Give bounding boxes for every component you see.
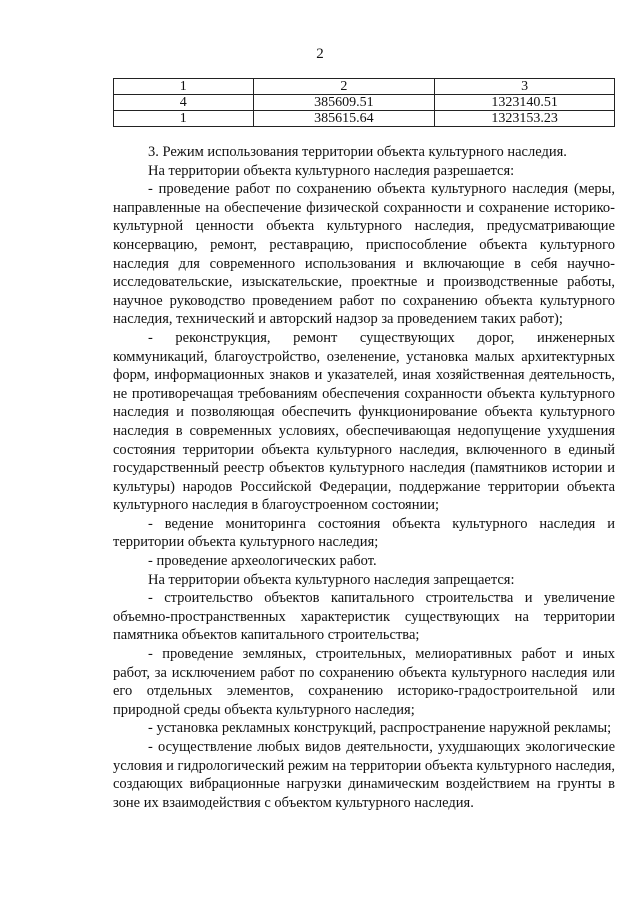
paragraph-permitted-intro: На территории объекта культурного наследия разрешается: (148, 162, 515, 179)
list-item: - установка рекламных конструкций, распространение наружной рекламы; (148, 720, 612, 737)
list-item: - реконструкция, ремонт существующих дорог, инженерных коммуникаций, благоустройство, озеленение, установка малых архитектурных форм, информационных знаков и указателей, иная хозяйственная деятельность, не противоречащая требованиям обеспечения сохранности объекта культурного наследия и позволяющая обеспечить функционирование объекта культурного наследия в современных условиях, обеспечивающая недопущение ухудшения состояния территории объекта культурного наследия, включенного в единый государственный реестр объектов культурного наследия (памятников истории и культуры) народов Российской Федерации, поддержание территории объекта культурного наследия в благоустроенном состоянии; (113, 329, 615, 514)
coordinates-table (113, 78, 615, 127)
table-cell-y: 1323153.23 (435, 111, 615, 127)
table-header-cell: 3 (435, 79, 615, 95)
list-item: - проведение работ по сохранению объекта культурного наследия (меры, направленные на обеспечение физической сохранности и сохранение историко-культурной ценности объекта культурного наследия, предусматривающие консервацию, ремонт, реставрацию, приспособление объекта культурного наследия для современного использования и включающие в себя научно-исследовательские, изыскательские, проектные и производственные работы, научное руководство проведением работ по сохранению объекта культурного наследия, технический и авторский надзор за проведением таких работ); (113, 181, 615, 328)
list-item: - строительство объектов капитального строительства и увеличение объемно-пространственных характеристик существующих на территории памятника объектов капитального строительства; (113, 590, 615, 644)
table-header-row (114, 79, 615, 95)
table-cell-x: 385609.51 (253, 95, 435, 111)
table-cell-point-number: 4 (114, 95, 254, 111)
paragraph-prohibited-intro: На территории объекта культурного наследия запрещается: (148, 571, 515, 588)
list-item: - ведение мониторинга состояния объекта культурного наследия и территории объекта культурного наследия; (113, 515, 615, 551)
section-heading: 3. Режим использования территории объекта культурного наследия. (148, 144, 567, 160)
list-item: - проведение археологических работ. (148, 553, 377, 570)
page-number: 2 (316, 46, 324, 62)
table-header-cell: 2 (253, 79, 435, 95)
list-item: - проведение земляных, строительных, мелиоративных работ и иных работ, за исключением работ по сохранению объекта культурного наследия или его отдельных элементов, сохранению историко-градостроительной или природной среды объекта культурного наследия; (113, 646, 615, 718)
table-header-cell: 1 (114, 79, 254, 95)
table-cell-point-number: 1 (114, 111, 254, 127)
document-body (113, 143, 615, 812)
table-cell-x: 385615.64 (253, 111, 435, 127)
table-row (114, 111, 615, 127)
table-cell-y: 1323140.51 (435, 95, 615, 111)
table-row (114, 95, 615, 111)
list-item: - осуществление любых видов деятельности, ухудшающих экологические условия и гидрологический режим на территории объекта культурного наследия, создающих вибрационные нагрузки динамическим воздействием на грунты в зоне их взаимодействия с объектом культурного наследия. (113, 739, 615, 811)
